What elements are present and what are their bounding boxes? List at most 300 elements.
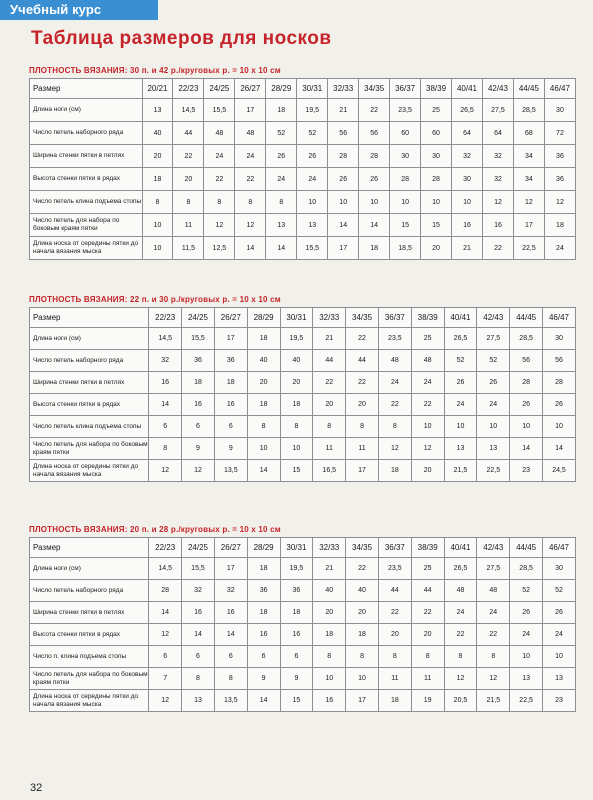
value-cell: 34	[513, 145, 544, 168]
value-cell: 17	[214, 328, 247, 350]
value-cell: 23,5	[378, 558, 411, 580]
value-cell: 44	[346, 350, 379, 372]
table-row	[30, 372, 576, 394]
value-cell: 28	[421, 168, 452, 191]
size-header-cell: 36/37	[390, 79, 421, 99]
value-cell: 12	[204, 214, 235, 237]
table-row	[30, 191, 576, 214]
value-cell: 13	[297, 214, 328, 237]
row-label: Ширина стенки пятки в петлях	[30, 602, 149, 624]
value-cell: 24,5	[543, 460, 576, 482]
size-header-cell: 32/33	[328, 79, 359, 99]
value-cell: 36	[544, 168, 575, 191]
value-cell: 56	[543, 350, 576, 372]
row-label: Ширина стенки пятки в петлях	[30, 372, 149, 394]
value-cell: 14	[328, 214, 359, 237]
value-cell: 14	[359, 214, 390, 237]
size-header-cell: 20/21	[142, 79, 173, 99]
value-cell: 20	[313, 602, 346, 624]
value-cell: 24	[544, 237, 575, 260]
value-cell: 15	[421, 214, 452, 237]
size-header-cell: 42/43	[482, 79, 513, 99]
value-cell: 23	[543, 690, 576, 712]
table-row	[30, 558, 576, 580]
gauge-label: ПЛОТНОСТЬ ВЯЗАНИЯ: 20 п. и 28 р./круговых р. = 10 х 10 см	[29, 525, 281, 534]
value-cell: 16	[149, 372, 182, 394]
value-cell: 8	[477, 646, 510, 668]
value-cell: 13	[477, 438, 510, 460]
value-cell: 22	[477, 624, 510, 646]
value-cell: 13	[182, 690, 215, 712]
value-cell: 48	[235, 122, 266, 145]
value-cell: 64	[482, 122, 513, 145]
size-header-cell: 26/27	[214, 538, 247, 558]
value-cell: 52	[297, 122, 328, 145]
value-cell: 28	[543, 372, 576, 394]
value-cell: 17	[513, 214, 544, 237]
table-row	[30, 460, 576, 482]
size-header-cell: 28/29	[247, 538, 280, 558]
value-cell: 22	[173, 145, 204, 168]
row-label: Число петель клина подъема стопы	[30, 191, 143, 214]
value-cell: 12	[149, 460, 182, 482]
size-header-label: Размер	[30, 79, 143, 99]
value-cell: 15	[280, 690, 313, 712]
size-header-cell: 30/31	[297, 79, 328, 99]
value-cell: 28,5	[513, 99, 544, 122]
value-cell: 16	[214, 394, 247, 416]
value-cell: 6	[247, 646, 280, 668]
row-label: Ширина стенки пятки в петлях	[30, 145, 143, 168]
value-cell: 14	[182, 624, 215, 646]
value-cell: 10	[390, 191, 421, 214]
value-cell: 30	[543, 328, 576, 350]
value-cell: 25	[411, 328, 444, 350]
value-cell: 8	[235, 191, 266, 214]
value-cell: 26,5	[444, 328, 477, 350]
value-cell: 24	[477, 602, 510, 624]
value-cell: 19,5	[280, 558, 313, 580]
value-cell: 44	[313, 350, 346, 372]
value-cell: 22	[346, 558, 379, 580]
value-cell: 22	[411, 602, 444, 624]
value-cell: 26	[359, 168, 390, 191]
value-cell: 10	[543, 646, 576, 668]
value-cell: 30	[390, 145, 421, 168]
value-cell: 13	[444, 438, 477, 460]
size-section-2	[29, 293, 576, 482]
value-cell: 17	[235, 99, 266, 122]
value-cell: 16	[214, 602, 247, 624]
value-cell: 26	[328, 168, 359, 191]
value-cell: 8	[280, 416, 313, 438]
table-row	[30, 624, 576, 646]
size-header-cell: 26/27	[235, 79, 266, 99]
row-label: Длина ноги (см)	[30, 558, 149, 580]
value-cell: 14,5	[149, 328, 182, 350]
value-cell: 27,5	[482, 99, 513, 122]
value-cell: 36	[280, 580, 313, 602]
value-cell: 8	[142, 191, 173, 214]
gauge-label: ПЛОТНОСТЬ ВЯЗАНИЯ: 22 п. и 30 р./круговых р. = 10 х 10 см	[29, 295, 281, 304]
table-row	[30, 328, 576, 350]
value-cell: 15	[390, 214, 421, 237]
row-label: Число петель для набора по боковым краям пятки	[30, 214, 143, 237]
value-cell: 52	[510, 580, 543, 602]
size-header-cell: 36/37	[378, 308, 411, 328]
size-header-cell: 32/33	[313, 538, 346, 558]
value-cell: 8	[247, 416, 280, 438]
value-cell: 24	[444, 602, 477, 624]
value-cell: 28	[390, 168, 421, 191]
value-cell: 10	[477, 416, 510, 438]
value-cell: 19	[411, 690, 444, 712]
value-cell: 18	[266, 99, 297, 122]
size-header-cell: 24/25	[204, 79, 235, 99]
value-cell: 8	[378, 646, 411, 668]
size-header-cell: 38/39	[411, 538, 444, 558]
value-cell: 22	[204, 168, 235, 191]
value-cell: 13,5	[214, 690, 247, 712]
value-cell: 19,5	[280, 328, 313, 350]
value-cell: 26	[543, 602, 576, 624]
value-cell: 22	[378, 394, 411, 416]
value-cell: 6	[149, 416, 182, 438]
value-cell: 14	[543, 438, 576, 460]
value-cell: 10	[411, 416, 444, 438]
value-cell: 9	[214, 438, 247, 460]
value-cell: 10	[421, 191, 452, 214]
value-cell: 6	[149, 646, 182, 668]
table-row	[30, 690, 576, 712]
value-cell: 16	[313, 690, 346, 712]
value-cell: 22	[359, 99, 390, 122]
value-cell: 20	[247, 372, 280, 394]
value-cell: 15,5	[182, 328, 215, 350]
value-cell: 18	[247, 602, 280, 624]
value-cell: 6	[214, 416, 247, 438]
value-cell: 20	[411, 624, 444, 646]
value-cell: 68	[513, 122, 544, 145]
value-cell: 17	[328, 237, 359, 260]
value-cell: 10	[444, 416, 477, 438]
size-header-cell: 28/29	[266, 79, 297, 99]
value-cell: 20	[142, 145, 173, 168]
row-label: Длина носка от середины пятки до начала вязания мыска	[30, 460, 149, 482]
table-row	[30, 416, 576, 438]
row-label: Число петель для набора по боковым краям пятки	[30, 438, 149, 460]
value-cell: 30	[544, 99, 575, 122]
size-header-cell: 36/37	[378, 538, 411, 558]
value-cell: 28,5	[510, 558, 543, 580]
value-cell: 48	[378, 350, 411, 372]
value-cell: 10	[142, 214, 173, 237]
value-cell: 23,5	[378, 328, 411, 350]
value-cell: 52	[543, 580, 576, 602]
value-cell: 18	[247, 394, 280, 416]
value-cell: 11	[378, 668, 411, 690]
size-table	[29, 78, 576, 260]
size-header-cell: 22/23	[149, 538, 182, 558]
value-cell: 20	[173, 168, 204, 191]
value-cell: 26,5	[444, 558, 477, 580]
value-cell: 21	[452, 237, 483, 260]
value-cell: 14	[149, 602, 182, 624]
value-cell: 72	[544, 122, 575, 145]
size-header-cell: 40/41	[444, 308, 477, 328]
value-cell: 8	[346, 646, 379, 668]
value-cell: 10	[510, 646, 543, 668]
size-header-cell: 46/47	[543, 308, 576, 328]
size-section-1	[29, 64, 576, 260]
value-cell: 16	[247, 624, 280, 646]
page-number: 32	[30, 782, 43, 794]
value-cell: 9	[182, 438, 215, 460]
value-cell: 15,5	[182, 558, 215, 580]
value-cell: 20	[346, 394, 379, 416]
value-cell: 40	[346, 580, 379, 602]
value-cell: 10	[346, 668, 379, 690]
value-cell: 48	[444, 580, 477, 602]
value-cell: 16	[280, 624, 313, 646]
size-table	[29, 307, 576, 482]
value-cell: 32	[182, 580, 215, 602]
size-header-label: Размер	[30, 308, 149, 328]
value-cell: 18	[247, 558, 280, 580]
value-cell: 18	[359, 237, 390, 260]
table-row	[30, 646, 576, 668]
value-cell: 22	[346, 328, 379, 350]
value-cell: 12	[149, 624, 182, 646]
value-cell: 8	[346, 416, 379, 438]
value-cell: 11	[173, 214, 204, 237]
value-cell: 28	[149, 580, 182, 602]
value-cell: 52	[266, 122, 297, 145]
value-cell: 10	[280, 438, 313, 460]
size-header-cell: 34/35	[346, 308, 379, 328]
table-row	[30, 145, 576, 168]
value-cell: 24	[297, 168, 328, 191]
value-cell: 20	[280, 372, 313, 394]
value-cell: 14,5	[173, 99, 204, 122]
value-cell: 52	[444, 350, 477, 372]
row-label: Число петель наборного ряда	[30, 580, 149, 602]
value-cell: 13	[266, 214, 297, 237]
value-cell: 14	[235, 237, 266, 260]
value-cell: 18	[378, 460, 411, 482]
value-cell: 26	[477, 372, 510, 394]
value-cell: 32	[482, 145, 513, 168]
value-cell: 12	[378, 438, 411, 460]
value-cell: 36	[182, 350, 215, 372]
value-cell: 21	[313, 558, 346, 580]
size-header-cell: 28/29	[247, 308, 280, 328]
size-header-cell: 44/45	[513, 79, 544, 99]
value-cell: 60	[390, 122, 421, 145]
value-cell: 22	[444, 624, 477, 646]
row-label: Число п. клина подъема стопы	[30, 646, 149, 668]
value-cell: 48	[411, 350, 444, 372]
value-cell: 10	[297, 191, 328, 214]
value-cell: 8	[214, 668, 247, 690]
value-cell: 11,5	[173, 237, 204, 260]
value-cell: 24	[235, 145, 266, 168]
value-cell: 15	[280, 460, 313, 482]
value-cell: 22,5	[513, 237, 544, 260]
value-cell: 18	[378, 690, 411, 712]
value-cell: 18	[313, 624, 346, 646]
value-cell: 8	[411, 646, 444, 668]
value-cell: 14	[149, 394, 182, 416]
value-cell: 64	[452, 122, 483, 145]
value-cell: 10	[328, 191, 359, 214]
value-cell: 21,5	[477, 690, 510, 712]
value-cell: 24	[444, 394, 477, 416]
value-cell: 30	[421, 145, 452, 168]
table-row	[30, 438, 576, 460]
row-label: Число петель клина подъема стопы	[30, 416, 149, 438]
value-cell: 32	[452, 145, 483, 168]
value-cell: 24	[204, 145, 235, 168]
table-row	[30, 602, 576, 624]
size-header-cell: 44/45	[510, 308, 543, 328]
value-cell: 28,5	[510, 328, 543, 350]
table-row	[30, 214, 576, 237]
value-cell: 23,5	[390, 99, 421, 122]
row-label: Высота стенки пятки в рядах	[30, 394, 149, 416]
value-cell: 22	[235, 168, 266, 191]
row-label: Длина носка от середины пятки до начала вязания мыска	[30, 690, 149, 712]
value-cell: 8	[378, 416, 411, 438]
value-cell: 10	[313, 668, 346, 690]
value-cell: 48	[204, 122, 235, 145]
size-header-cell: 42/43	[477, 308, 510, 328]
value-cell: 19,5	[297, 99, 328, 122]
value-cell: 26	[297, 145, 328, 168]
value-cell: 22	[378, 602, 411, 624]
size-header-cell: 24/25	[182, 308, 215, 328]
value-cell: 56	[328, 122, 359, 145]
value-cell: 11	[346, 438, 379, 460]
value-cell: 18	[544, 214, 575, 237]
value-cell: 26	[510, 602, 543, 624]
size-header-cell: 46/47	[544, 79, 575, 99]
size-header-cell: 34/35	[359, 79, 390, 99]
value-cell: 13	[510, 668, 543, 690]
value-cell: 24	[543, 624, 576, 646]
row-label: Высота стенки пятки в рядах	[30, 168, 143, 191]
table-row	[30, 668, 576, 690]
value-cell: 32	[214, 580, 247, 602]
value-cell: 17	[214, 558, 247, 580]
value-cell: 21,5	[444, 460, 477, 482]
size-header-cell: 38/39	[411, 308, 444, 328]
size-header-cell: 42/43	[477, 538, 510, 558]
value-cell: 32	[482, 168, 513, 191]
value-cell: 23	[510, 460, 543, 482]
value-cell: 14	[214, 624, 247, 646]
table-row	[30, 394, 576, 416]
value-cell: 20	[421, 237, 452, 260]
size-header-cell: 24/25	[182, 538, 215, 558]
value-cell: 8	[444, 646, 477, 668]
value-cell: 22	[482, 237, 513, 260]
value-cell: 26,5	[452, 99, 483, 122]
value-cell: 22	[346, 372, 379, 394]
value-cell: 22,5	[510, 690, 543, 712]
table-row	[30, 168, 576, 191]
value-cell: 12	[149, 690, 182, 712]
value-cell: 40	[247, 350, 280, 372]
value-cell: 8	[313, 646, 346, 668]
value-cell: 21	[328, 99, 359, 122]
size-header-cell: 22/23	[173, 79, 204, 99]
size-header-cell: 44/45	[510, 538, 543, 558]
size-header-cell: 40/41	[452, 79, 483, 99]
value-cell: 12,5	[204, 237, 235, 260]
value-cell: 24	[378, 372, 411, 394]
value-cell: 30	[452, 168, 483, 191]
value-cell: 14	[266, 237, 297, 260]
value-cell: 16	[182, 394, 215, 416]
value-cell: 11	[411, 668, 444, 690]
row-label: Длина ноги (см)	[30, 99, 143, 122]
value-cell: 10	[142, 237, 173, 260]
value-cell: 26	[266, 145, 297, 168]
value-cell: 12	[411, 438, 444, 460]
value-cell: 26	[510, 394, 543, 416]
table-row	[30, 580, 576, 602]
size-header-cell: 32/33	[313, 308, 346, 328]
value-cell: 13	[543, 668, 576, 690]
value-cell: 10	[543, 416, 576, 438]
value-cell: 40	[280, 350, 313, 372]
value-cell: 6	[182, 646, 215, 668]
value-cell: 18,5	[390, 237, 421, 260]
row-label: Длина ноги (см)	[30, 328, 149, 350]
gauge-label: ПЛОТНОСТЬ ВЯЗАНИЯ: 30 п. и 42 р./круговых р. = 10 х 10 см	[29, 66, 281, 75]
size-header-cell: 34/35	[346, 538, 379, 558]
value-cell: 20,5	[444, 690, 477, 712]
value-cell: 36	[247, 580, 280, 602]
value-cell: 17	[346, 460, 379, 482]
value-cell: 24	[411, 372, 444, 394]
page-title: Таблица размеров для носков	[31, 28, 332, 49]
value-cell: 36	[544, 145, 575, 168]
value-cell: 12	[513, 191, 544, 214]
value-cell: 20	[313, 394, 346, 416]
size-header-cell: 30/31	[280, 538, 313, 558]
value-cell: 14	[510, 438, 543, 460]
value-cell: 22,5	[477, 460, 510, 482]
size-header-cell: 26/27	[214, 308, 247, 328]
value-cell: 15,5	[297, 237, 328, 260]
value-cell: 56	[510, 350, 543, 372]
size-table	[29, 537, 576, 712]
value-cell: 6	[214, 646, 247, 668]
value-cell: 28	[510, 372, 543, 394]
size-header-row	[30, 538, 576, 558]
value-cell: 18	[280, 602, 313, 624]
value-cell: 52	[477, 350, 510, 372]
value-cell: 16,5	[313, 460, 346, 482]
value-cell: 8	[173, 191, 204, 214]
value-cell: 56	[359, 122, 390, 145]
size-header-cell: 22/23	[149, 308, 182, 328]
value-cell: 26	[543, 394, 576, 416]
value-cell: 27,5	[477, 558, 510, 580]
row-label: Число петель для набора по боковым краям пятки	[30, 668, 149, 690]
